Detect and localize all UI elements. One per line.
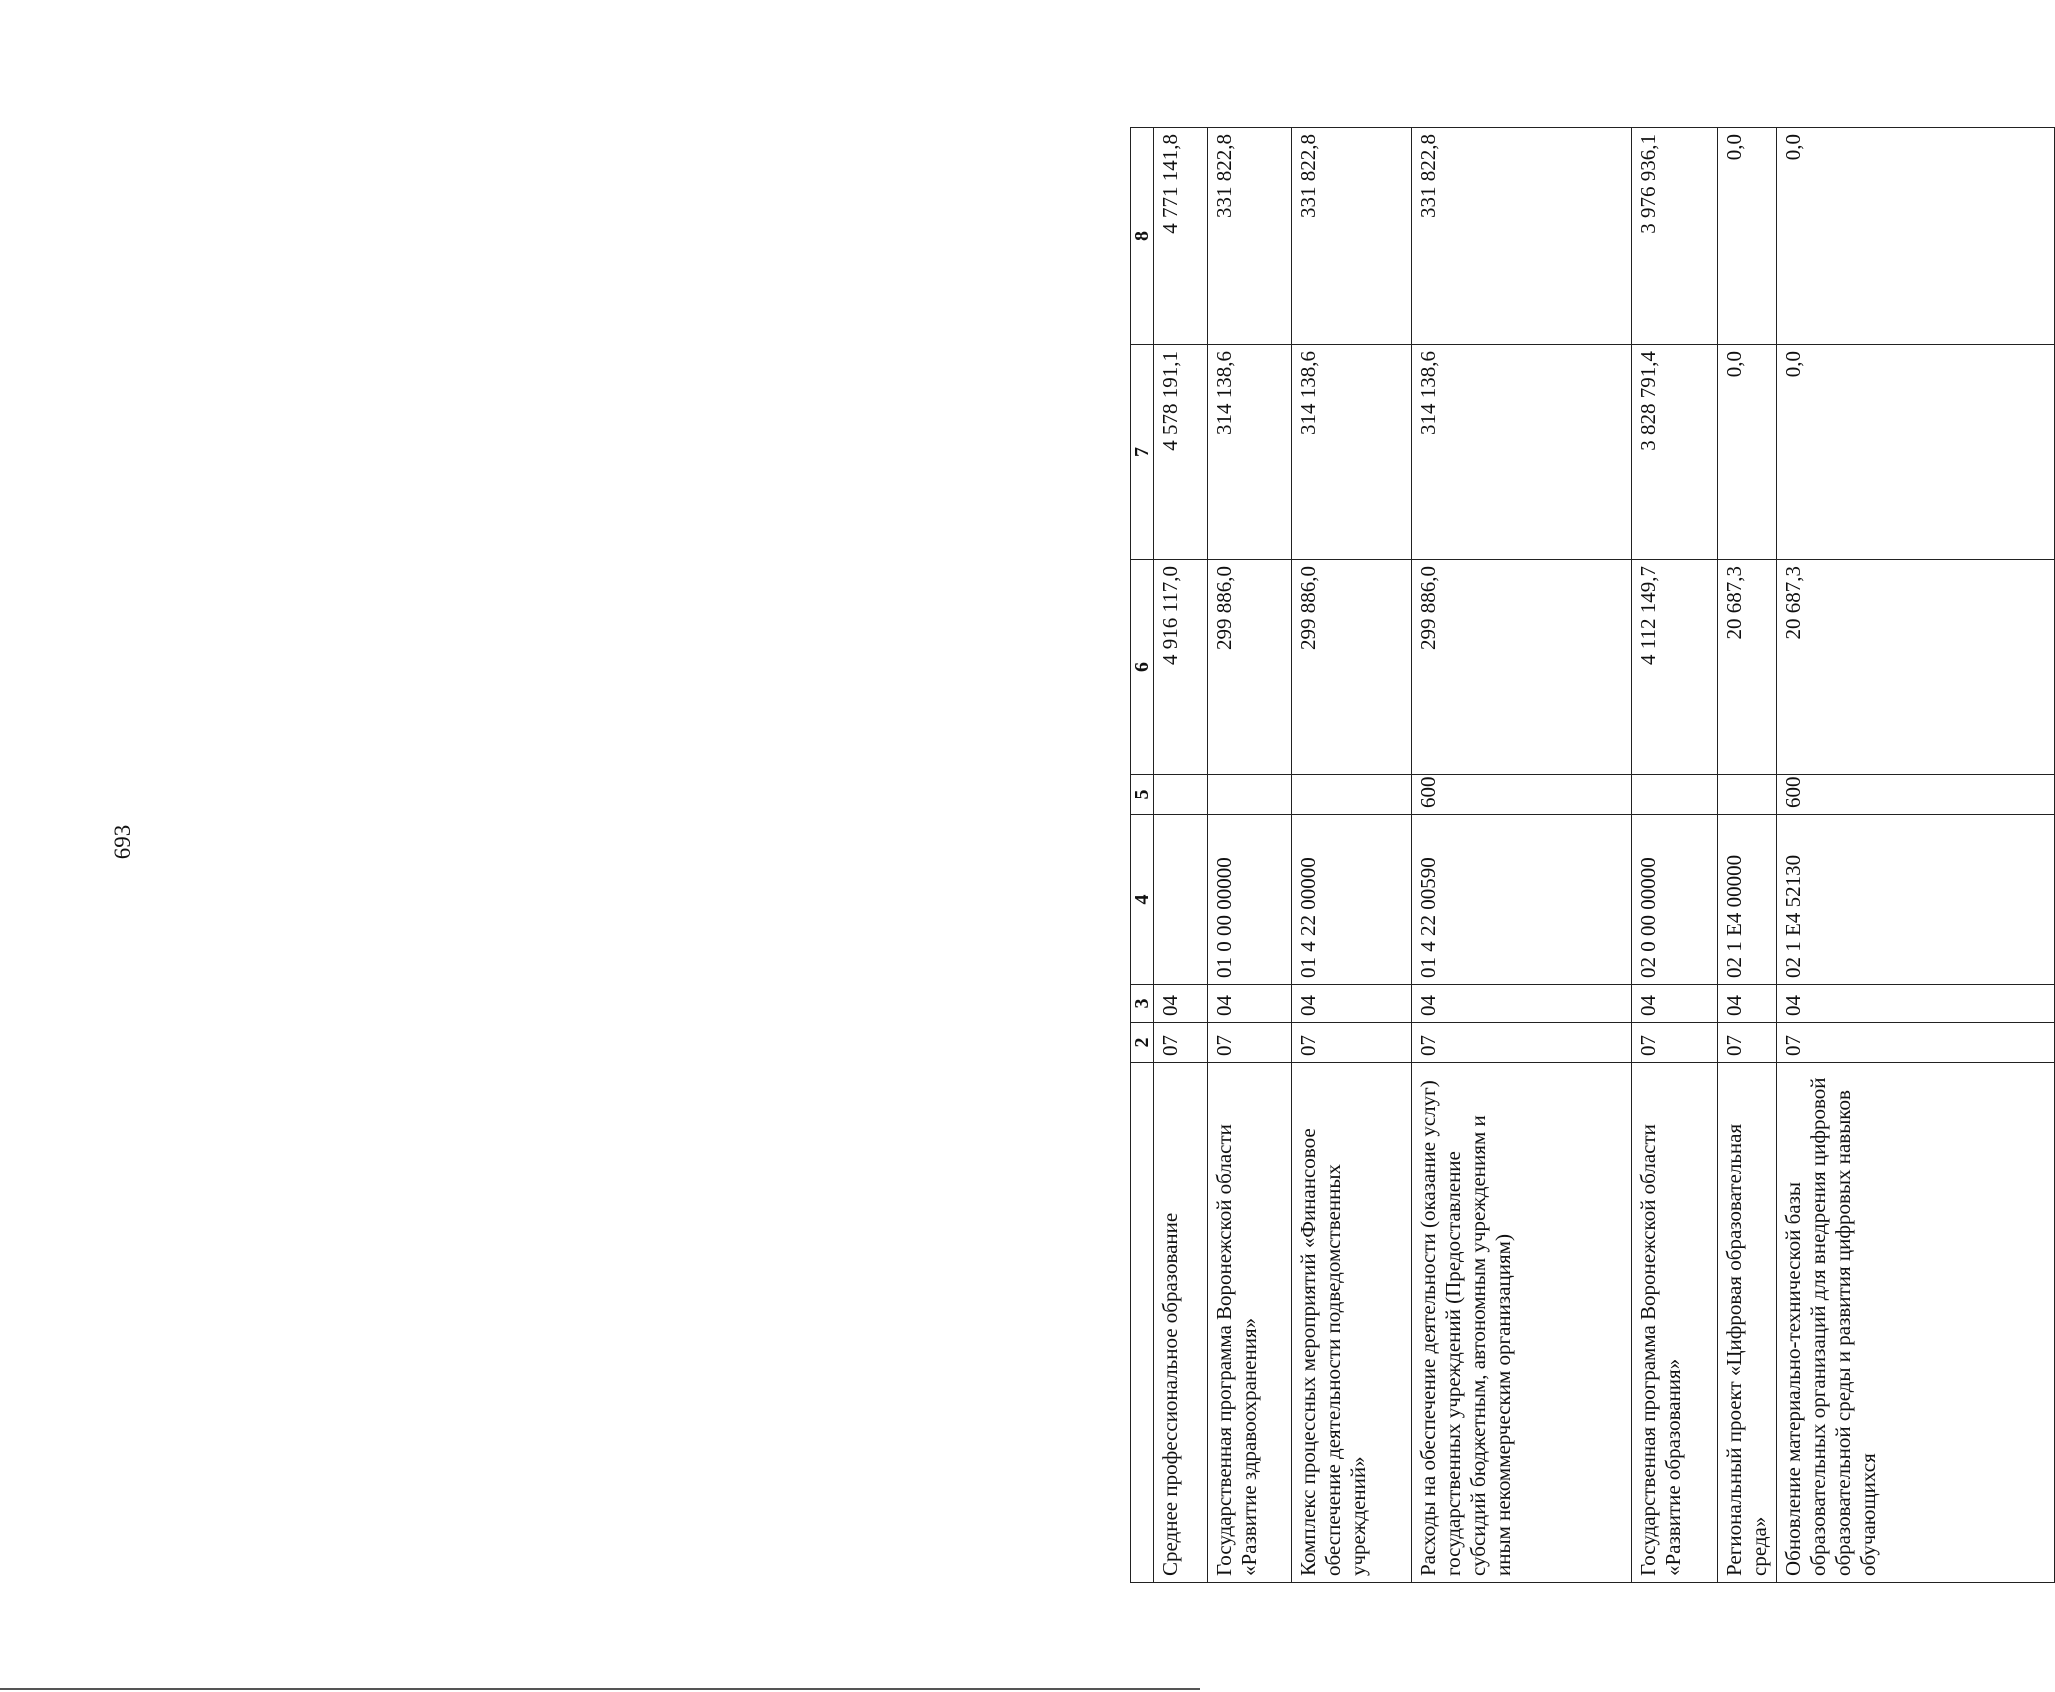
amount-cell: 299 886,0 [1412, 560, 1632, 775]
amount-cell: 314 138,6 [1208, 345, 1292, 560]
subsection-cell: 04 [1292, 985, 1412, 1023]
column-header: 8 [1131, 128, 1154, 345]
amount-cell: 0,0 [1718, 128, 1777, 345]
expense-type-cell: 600 [1412, 775, 1632, 815]
table-row [1777, 128, 2055, 1583]
page-number: 693 [110, 824, 135, 860]
section-cell: 07 [1208, 1023, 1292, 1063]
table-row [1154, 128, 1208, 1583]
target-article-cell: 02 0 00 00000 [1632, 815, 1718, 985]
amount-cell: 299 886,0 [1292, 560, 1412, 775]
table-row [1292, 128, 1412, 1583]
amount-cell: 0,0 [1777, 128, 2055, 345]
amount-cell: 331 822,8 [1412, 128, 1632, 345]
column-header: 3 [1131, 985, 1154, 1023]
amount-cell: 299 886,0 [1208, 560, 1292, 775]
amount-cell: 3 976 936,1 [1632, 128, 1718, 345]
amount-cell: 0,0 [1718, 345, 1777, 560]
table-header-row [1131, 128, 1154, 1583]
target-article-cell: 01 4 22 00590 [1412, 815, 1632, 985]
budget-table-container [1130, 128, 2055, 1583]
subsection-cell: 04 [1777, 985, 2055, 1023]
table-row [1632, 128, 1718, 1583]
target-article-cell: 01 4 22 00000 [1292, 815, 1412, 985]
subsection-cell: 04 [1208, 985, 1292, 1023]
target-article-cell [1154, 815, 1208, 985]
column-header: 7 [1131, 345, 1154, 560]
target-article-cell: 02 1 E4 52130 [1777, 815, 2055, 985]
subsection-cell: 04 [1154, 985, 1208, 1023]
table-row [1208, 128, 1292, 1583]
amount-cell: 20 687,3 [1777, 560, 2055, 775]
subsection-cell: 04 [1632, 985, 1718, 1023]
expense-type-cell [1292, 775, 1412, 815]
column-header: 6 [1131, 560, 1154, 775]
column-header [1131, 1063, 1154, 1583]
column-header: 5 [1131, 775, 1154, 815]
row-name-cell: Региональный проект «Цифровая образовательная среда» [1718, 1063, 1777, 1583]
section-cell: 07 [1777, 1023, 2055, 1063]
expense-type-cell [1632, 775, 1718, 815]
amount-cell: 4 578 191,1 [1154, 345, 1208, 560]
target-article-cell: 01 0 00 00000 [1208, 815, 1292, 985]
bottom-rule [0, 1688, 1200, 1690]
row-name-cell: Расходы на обеспечение деятельности (оказание услуг) государственных учреждений (Предоставление субсидий бюджетным, автономным учреждениям и иным некоммерческим организациям) [1412, 1063, 1632, 1583]
row-name-cell: Государственная программа Воронежской области «Развитие образования» [1632, 1063, 1718, 1583]
section-cell: 07 [1292, 1023, 1412, 1063]
amount-cell: 0,0 [1777, 345, 2055, 560]
amount-cell: 331 822,8 [1292, 128, 1412, 345]
section-cell: 07 [1412, 1023, 1632, 1063]
expense-type-cell [1718, 775, 1777, 815]
amount-cell: 314 138,6 [1412, 345, 1632, 560]
expense-type-cell [1208, 775, 1292, 815]
amount-cell: 4 916 117,0 [1154, 560, 1208, 775]
column-header: 2 [1131, 1023, 1154, 1063]
row-name-cell: Обновление материально-технической базы образовательных организаций для внедрения цифровой образовательной среды и развития цифровых навыков обучающихся [1777, 1063, 2055, 1583]
table-row [1412, 128, 1632, 1583]
row-name-cell: Комплекс процессных мероприятий «Финансовое обеспечение деятельности подведомственных учреждений» [1292, 1063, 1412, 1583]
budget-table [1130, 127, 2055, 1583]
section-cell: 07 [1154, 1023, 1208, 1063]
amount-cell: 4 112 149,7 [1632, 560, 1718, 775]
expense-type-cell [1154, 775, 1208, 815]
amount-cell: 20 687,3 [1718, 560, 1777, 775]
section-cell: 07 [1718, 1023, 1777, 1063]
amount-cell: 3 828 791,4 [1632, 345, 1718, 560]
amount-cell: 4 771 141,8 [1154, 128, 1208, 345]
subsection-cell: 04 [1718, 985, 1777, 1023]
expense-type-cell: 600 [1777, 775, 2055, 815]
target-article-cell: 02 1 E4 00000 [1718, 815, 1777, 985]
column-header: 4 [1131, 815, 1154, 985]
subsection-cell: 04 [1412, 985, 1632, 1023]
row-name-cell: Среднее профессиональное образование [1154, 1063, 1208, 1583]
table-row [1718, 128, 1777, 1583]
row-name-cell: Государственная программа Воронежской области «Развитие здравоохранения» [1208, 1063, 1292, 1583]
section-cell: 07 [1632, 1023, 1718, 1063]
amount-cell: 314 138,6 [1292, 345, 1412, 560]
amount-cell: 331 822,8 [1208, 128, 1292, 345]
